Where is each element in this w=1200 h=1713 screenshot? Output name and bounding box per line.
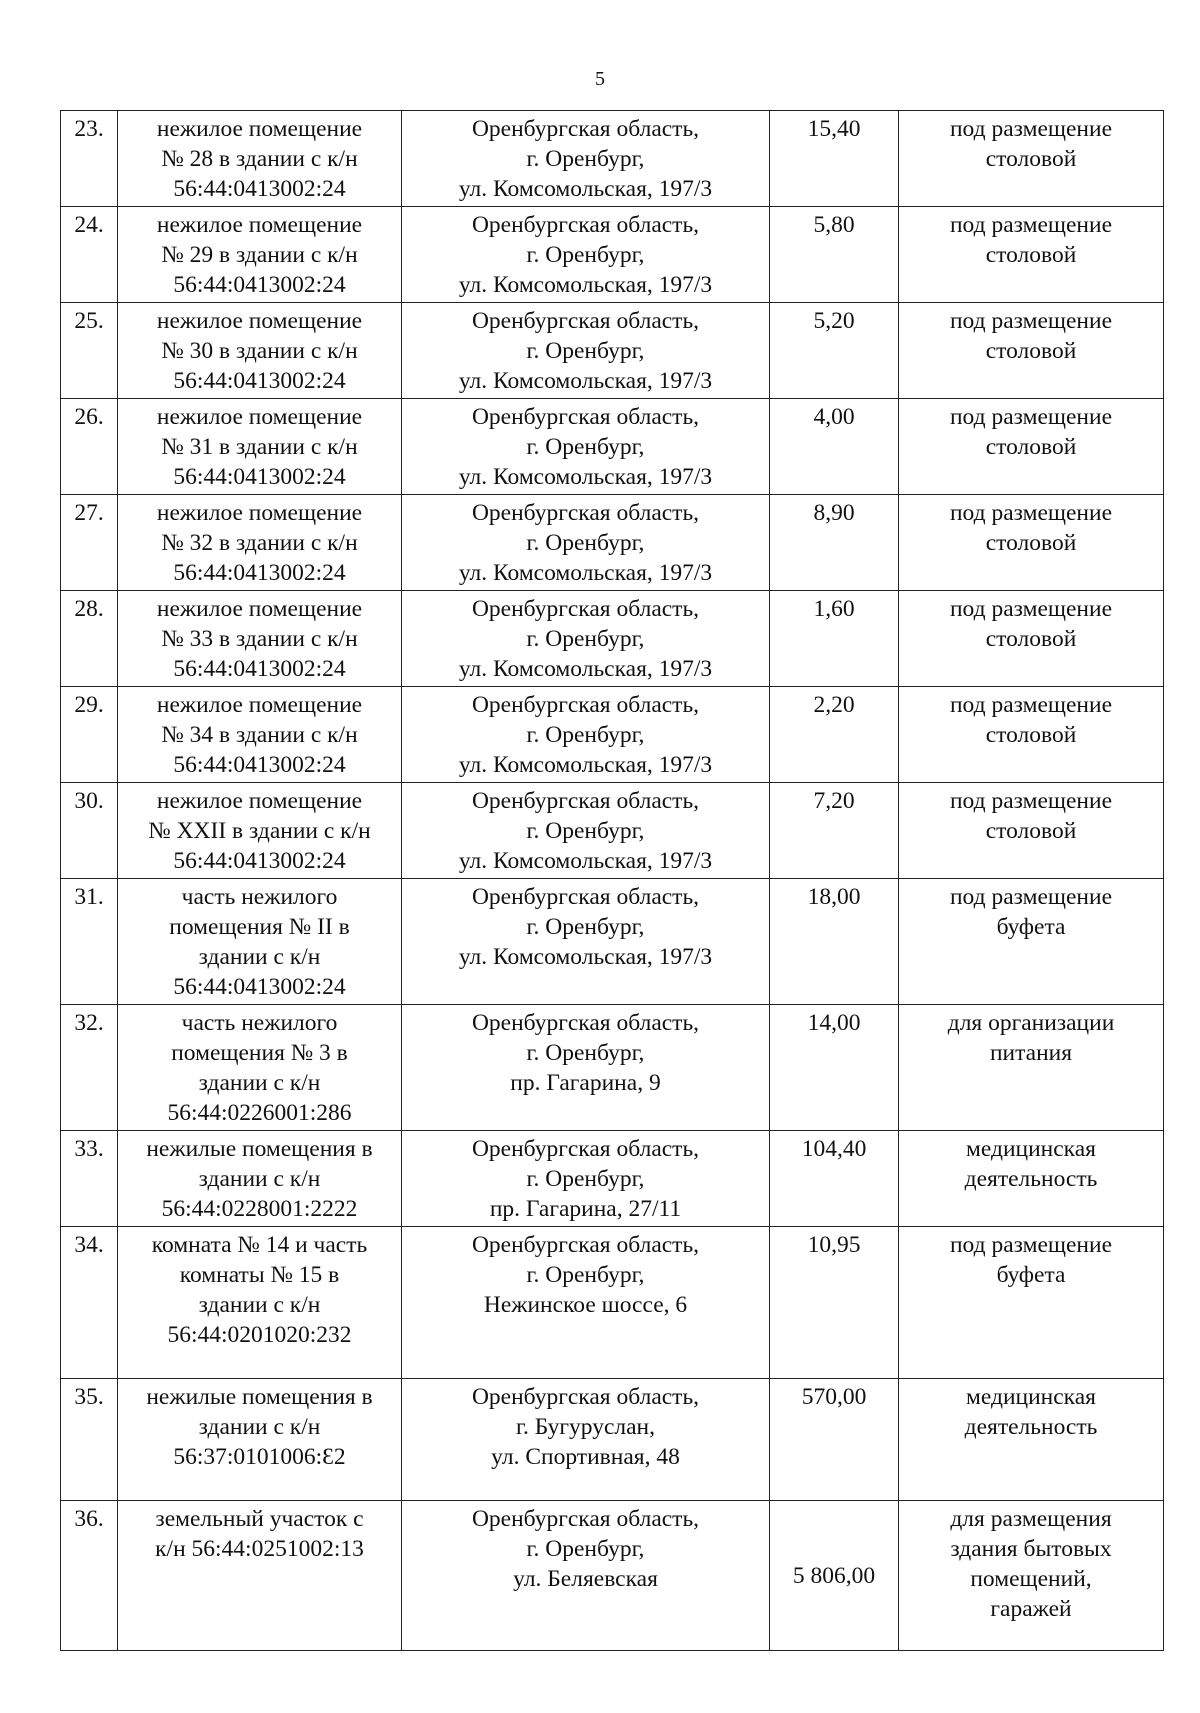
area-cell: 4,00 bbox=[770, 399, 899, 495]
purpose-cell: под размещение буфета bbox=[899, 1227, 1164, 1379]
address-cell: Оренбургская область, г. Оренбург, ул. Комсомольская, 197/3 bbox=[402, 111, 770, 207]
table-row bbox=[61, 1379, 1164, 1501]
object-cell: нежилое помещение № XXII в здании с к/н 56:44:0413002:24 bbox=[118, 783, 402, 879]
address-cell: Оренбургская область, г. Оренбург, Нежинское шоссе, 6 bbox=[402, 1227, 770, 1379]
object-cell: нежилое помещение № 28 в здании с к/н 56:44:0413002:24 bbox=[118, 111, 402, 207]
row-number-cell: 35. bbox=[61, 1379, 118, 1501]
object-cell: часть нежилого помещения № II в здании с к/н 56:44:0413002:24 bbox=[118, 879, 402, 1005]
row-number-cell: 26. bbox=[61, 399, 118, 495]
address-cell: Оренбургская область, г. Оренбург, ул. Комсомольская, 197/3 bbox=[402, 879, 770, 1005]
table-row bbox=[61, 879, 1164, 1005]
table-row bbox=[61, 591, 1164, 687]
page-number: 5 bbox=[595, 68, 605, 90]
purpose-cell: под размещение буфета bbox=[899, 879, 1164, 1005]
purpose-cell: для размещения здания бытовых помещений, гаражей bbox=[899, 1501, 1164, 1651]
purpose-cell: для организации питания bbox=[899, 1005, 1164, 1131]
row-number-cell: 30. bbox=[61, 783, 118, 879]
purpose-cell: под размещение столовой bbox=[899, 111, 1164, 207]
table-row bbox=[61, 1131, 1164, 1227]
address-cell: Оренбургская область, г. Оренбург, ул. Комсомольская, 197/3 bbox=[402, 783, 770, 879]
area-cell: 15,40 bbox=[770, 111, 899, 207]
table-row bbox=[61, 1501, 1164, 1651]
purpose-cell: медицинская деятельность bbox=[899, 1131, 1164, 1227]
object-cell: нежилое помещение № 29 в здании с к/н 56:44:0413002:24 bbox=[118, 207, 402, 303]
row-number-cell: 36. bbox=[61, 1501, 118, 1651]
table-row bbox=[61, 399, 1164, 495]
address-cell: Оренбургская область, г. Оренбург, пр. Гагарина, 9 bbox=[402, 1005, 770, 1131]
table-row bbox=[61, 111, 1164, 207]
table-row bbox=[61, 495, 1164, 591]
row-number-cell: 31. bbox=[61, 879, 118, 1005]
area-cell: 10,95 bbox=[770, 1227, 899, 1379]
area-cell: 5 806,00 bbox=[770, 1501, 899, 1651]
purpose-cell: под размещение столовой bbox=[899, 591, 1164, 687]
area-cell: 2,20 bbox=[770, 687, 899, 783]
area-cell: 7,20 bbox=[770, 783, 899, 879]
area-cell: 5,20 bbox=[770, 303, 899, 399]
purpose-cell: под размещение столовой bbox=[899, 207, 1164, 303]
table-body bbox=[61, 111, 1164, 1651]
table-row bbox=[61, 783, 1164, 879]
area-cell: 1,60 bbox=[770, 591, 899, 687]
area-cell: 8,90 bbox=[770, 495, 899, 591]
row-number-cell: 25. bbox=[61, 303, 118, 399]
area-cell: 18,00 bbox=[770, 879, 899, 1005]
area-cell: 104,40 bbox=[770, 1131, 899, 1227]
object-cell: земельный участок с к/н 56:44:0251002:13 bbox=[118, 1501, 402, 1651]
row-number-cell: 28. bbox=[61, 591, 118, 687]
purpose-cell: под размещение столовой bbox=[899, 687, 1164, 783]
address-cell: Оренбургская область, г. Оренбург, ул. Комсомольская, 197/3 bbox=[402, 495, 770, 591]
address-cell: Оренбургская область, г. Оренбург, пр. Гагарина, 27/11 bbox=[402, 1131, 770, 1227]
address-cell: Оренбургская область, г. Оренбург, ул. Комсомольская, 197/3 bbox=[402, 591, 770, 687]
purpose-cell: под размещение столовой bbox=[899, 399, 1164, 495]
object-cell: нежилые помещения в здании с к/н 56:37:0101006:Ɛ2 bbox=[118, 1379, 402, 1501]
table-row bbox=[61, 1227, 1164, 1379]
row-number-cell: 29. bbox=[61, 687, 118, 783]
row-number-cell: 27. bbox=[61, 495, 118, 591]
address-cell: Оренбургская область, г. Оренбург, ул. Комсомольская, 197/3 bbox=[402, 687, 770, 783]
purpose-cell: под размещение столовой bbox=[899, 303, 1164, 399]
address-cell: Оренбургская область, г. Бугуруслан, ул. Спортивная, 48 bbox=[402, 1379, 770, 1501]
object-cell: нежилое помещение № 34 в здании с к/н 56:44:0413002:24 bbox=[118, 687, 402, 783]
area-cell: 570,00 bbox=[770, 1379, 899, 1501]
row-number-cell: 24. bbox=[61, 207, 118, 303]
object-cell: нежилое помещение № 32 в здании с к/н 56:44:0413002:24 bbox=[118, 495, 402, 591]
purpose-cell: под размещение столовой bbox=[899, 783, 1164, 879]
address-cell: Оренбургская область, г. Оренбург, ул. Беляевская bbox=[402, 1501, 770, 1651]
area-cell: 14,00 bbox=[770, 1005, 899, 1131]
table-row bbox=[61, 303, 1164, 399]
row-number-cell: 33. bbox=[61, 1131, 118, 1227]
purpose-cell: медицинская деятельность bbox=[899, 1379, 1164, 1501]
property-table bbox=[60, 110, 1164, 1651]
table-row bbox=[61, 1005, 1164, 1131]
object-cell: нежилое помещение № 31 в здании с к/н 56:44:0413002:24 bbox=[118, 399, 402, 495]
object-cell: нежилое помещение № 33 в здании с к/н 56:44:0413002:24 bbox=[118, 591, 402, 687]
address-cell: Оренбургская область, г. Оренбург, ул. Комсомольская, 197/3 bbox=[402, 207, 770, 303]
object-cell: нежилые помещения в здании с к/н 56:44:0228001:2222 bbox=[118, 1131, 402, 1227]
object-cell: часть нежилого помещения № 3 в здании с к/н 56:44:0226001:286 bbox=[118, 1005, 402, 1131]
area-cell: 5,80 bbox=[770, 207, 899, 303]
object-cell: нежилое помещение № 30 в здании с к/н 56:44:0413002:24 bbox=[118, 303, 402, 399]
table-row bbox=[61, 207, 1164, 303]
row-number-cell: 34. bbox=[61, 1227, 118, 1379]
row-number-cell: 32. bbox=[61, 1005, 118, 1131]
object-cell: комната № 14 и часть комнаты № 15 в здании с к/н 56:44:0201020:232 bbox=[118, 1227, 402, 1379]
address-cell: Оренбургская область, г. Оренбург, ул. Комсомольская, 197/3 bbox=[402, 399, 770, 495]
address-cell: Оренбургская область, г. Оренбург, ул. Комсомольская, 197/3 bbox=[402, 303, 770, 399]
purpose-cell: под размещение столовой bbox=[899, 495, 1164, 591]
row-number-cell: 23. bbox=[61, 111, 118, 207]
table-row bbox=[61, 687, 1164, 783]
